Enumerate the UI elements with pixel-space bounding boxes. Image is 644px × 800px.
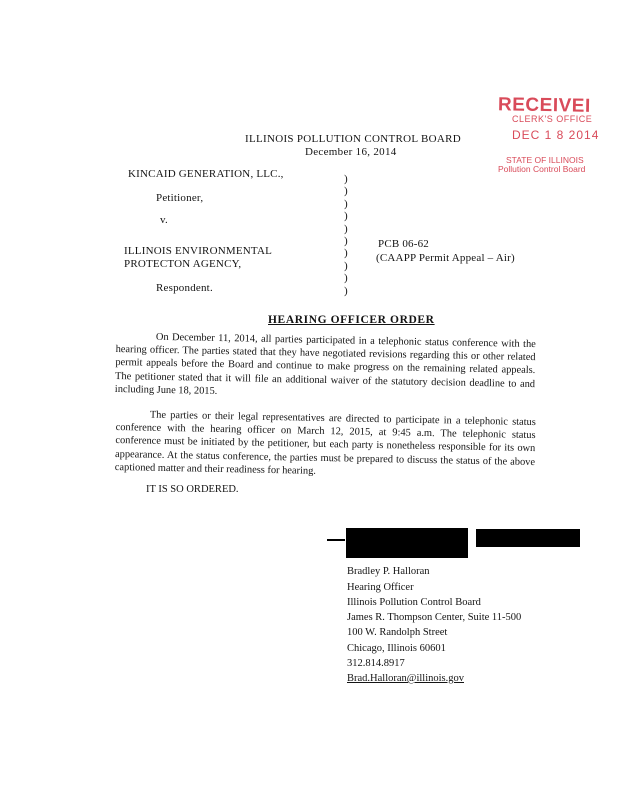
signer-address-1: James R. Thompson Center, Suite 11-500 <box>347 612 522 623</box>
case-type: (CAAPP Permit Appeal – Air) <box>376 252 515 264</box>
signer-name: Bradley P. Halloran <box>347 566 430 577</box>
signer-title: Hearing Officer <box>347 582 414 593</box>
received-stamp-board: Pollution Control Board <box>498 164 586 174</box>
redacted-signature-extension <box>476 529 580 547</box>
order-date: December 16, 2014 <box>305 146 397 158</box>
received-stamp-heading: RECEIVEI <box>497 94 591 117</box>
petitioner-name: KINCAID GENERATION, LLC., <box>128 168 284 180</box>
received-stamp-date: DEC 1 8 2014 <box>512 128 600 142</box>
redacted-signature <box>346 528 468 558</box>
order-paragraph-2: The parties or their legal representatives are directed to participate in a telephonic status conference with the hearing officer on March 12, 2015, at 9:45 a.m. The telephonic status conference must be initiated by the petitioner, but each party is nonetheless responsible for its own appearance. At the status conference, the parties must be prepared to discuss the status of the above captioned matter and their readiness for hearing. <box>114 409 536 477</box>
signer-address-2: 100 W. Randolph Street <box>347 627 448 638</box>
respondent-role: Respondent. <box>156 282 213 294</box>
respondent-name-line2: PROTECTON AGENCY, <box>124 258 242 270</box>
respondent-name-line1: ILLINOIS ENVIRONMENTAL <box>124 245 273 257</box>
received-stamp-state: STATE OF ILLINOIS <box>506 155 584 165</box>
board-heading: ILLINOIS POLLUTION CONTROL BOARD <box>245 133 462 145</box>
caption-parentheses: ) ) ) ) ) ) ) ) ) ) <box>344 173 348 297</box>
case-number: PCB 06-62 <box>378 238 430 250</box>
order-paragraph-1: On December 11, 2014, all parties participated in a telephonic status conference with the hearing officer. The parties stated that they have negotiated revisions regarding this or other related permit appeals before the Board and continue to make progress on the remaining related appeals. The petitioner stated that it will file an additional waiver of the statutory decision deadline to and including June 18, 2015. <box>114 331 536 397</box>
petitioner-role: Petitioner, <box>156 192 204 204</box>
signature-line <box>327 539 345 541</box>
signer-city: Chicago, Illinois 60601 <box>347 643 446 654</box>
signer-email-link[interactable]: Brad.Halloran@illinois.gov <box>347 673 464 684</box>
signer-phone: 312.814.8917 <box>347 658 405 669</box>
order-closing: IT IS SO ORDERED. <box>146 484 239 495</box>
versus: v. <box>160 214 168 226</box>
received-stamp-clerk: CLERK'S OFFICE <box>512 114 593 124</box>
signer-organization: Illinois Pollution Control Board <box>347 597 481 608</box>
order-title: HEARING OFFICER ORDER <box>268 314 435 326</box>
